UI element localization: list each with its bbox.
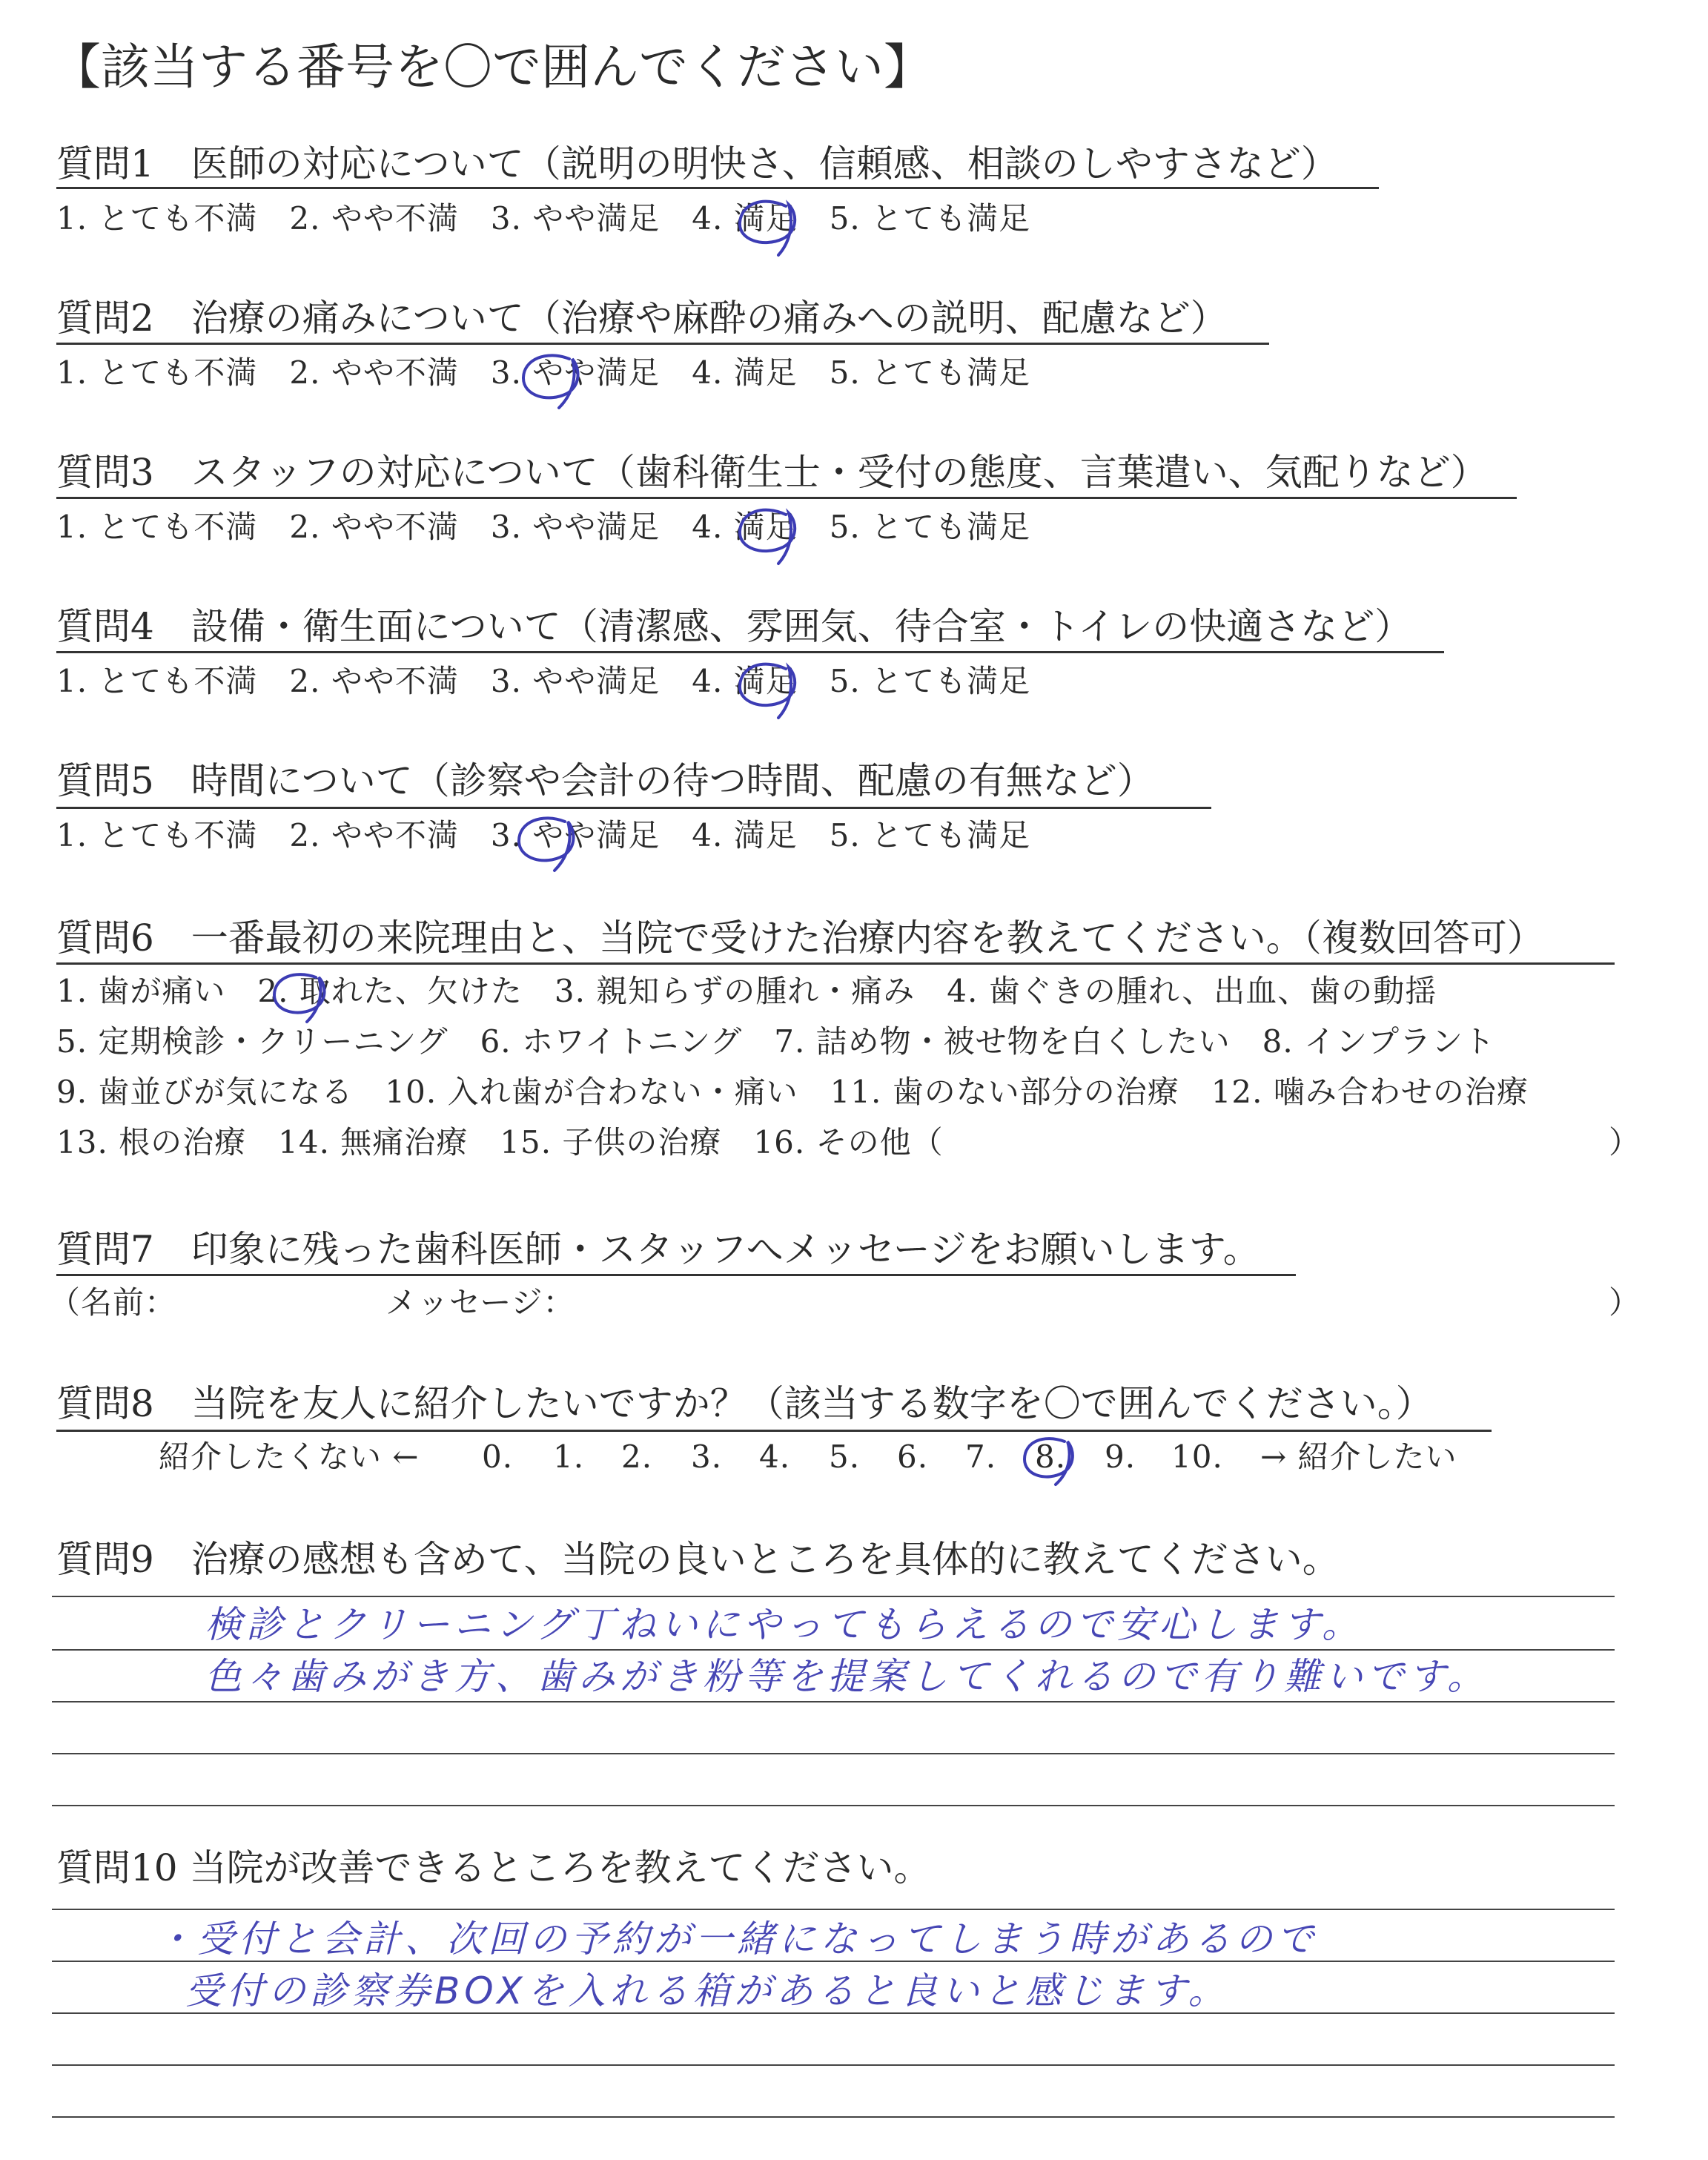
q8-scale-2: 2. [621,1439,653,1475]
q7-name-label: （名前： [49,1284,177,1321]
q2-options: 1. とても不満 2. やや不満 3. やや満足 4. 満足 5. とても満足 [56,354,1031,391]
q6-circle-mark [268,965,342,1028]
q1-heading: 質問1 医師の対応について（説明の明快さ、信頼感、相談のしやすさなど） [56,142,1338,185]
q9-answer-line-1: 検診とクリーニング丁ねいにやってもらえるので安心します。 [205,1603,1363,1646]
q10-answer-line-2: 受付の診察券BOXを入れる箱があると良いと感じます。 [185,1969,1230,2012]
q9-answer-rule-4 [52,1753,1615,1754]
q8-scale-4: 4. [759,1439,791,1475]
q9-answer-rule-3 [52,1701,1615,1702]
q10-answer-rule-1 [52,1909,1615,1910]
q9-answer-line-2: 色々歯みがき方、歯みがき粉等を提案してくれるので有り難いです。 [205,1655,1489,1698]
q3-options: 1. とても不満 2. やや不満 3. やや満足 4. 満足 5. とても満足 [56,509,1031,545]
q8-scale-9: 9. [1105,1439,1136,1475]
q6-underline [56,962,1615,965]
q6-row-1: 1. 歯が痛い 2. 取れた、欠けた 3. 親知らずの腫れ・痛み 4. 歯ぐきの腫れ、出血、歯の動揺 [56,973,1437,1009]
q2-underline [56,343,1269,345]
q4-heading: 質問4 設備・衛生面について（清潔感、雰囲気、待合室・トイレの快適さなど） [56,605,1412,648]
q5-options: 1. とても不満 2. やや不満 3. やや満足 4. 満足 5. とても満足 [56,817,1031,853]
q9-heading: 質問9 治療の感想も含めて、当院の良いところを具体的に教えてください。 [56,1538,1340,1581]
q5-underline [56,807,1211,809]
q8-circle-mark [1019,1431,1090,1490]
q9-answer-rule-2 [52,1649,1615,1651]
q8-heading: 質問8 当院を友人に紹介したいですか？（該当する数字を〇で囲んでください。） [56,1382,1433,1425]
q8-underline [56,1430,1492,1432]
q4-options: 1. とても不満 2. やや不満 3. やや満足 4. 満足 5. とても満足 [56,663,1031,699]
page-title: 【該当する番号を〇で囲んでください】 [52,39,933,96]
q8-scale-6: 6. [897,1439,929,1475]
q10-answer-rule-2 [52,1961,1615,1962]
q5-circle-mark [512,808,593,876]
q6-row-3: 9. 歯並びが気になる 10. 入れ歯が合わない・痛い 11. 歯のない部分の治療 12. 噛み合わせの治療 [56,1074,1529,1110]
q8-scale-8: 8. [1035,1439,1067,1475]
q1-options: 1. とても不満 2. やや不満 3. やや満足 4. 満足 5. とても満足 [56,200,1031,237]
q8-scale-10: 10. [1171,1439,1223,1475]
q3-circle-mark [734,500,815,568]
q3-heading: 質問3 スタッフの対応について（歯科衛生士・受付の態度、言葉遣い、気配りなど） [56,451,1488,494]
q9-answer-rule-5 [52,1805,1615,1806]
q8-scale-1: 1. [553,1439,585,1475]
q10-answer-rule-5 [52,2116,1615,2118]
q10-heading: 質問10 当院が改善できるところを教えてください。 [56,1846,931,1889]
q9-answer-rule-1 [52,1596,1615,1597]
q8-scale-5: 5. [829,1439,861,1475]
q8-scale-0: 0. [482,1439,514,1475]
q7-heading: 質問7 印象に残った歯科医師・スタッフへメッセージをお願いします。 [56,1228,1260,1271]
q1-underline [56,187,1379,189]
q3-underline [56,497,1517,499]
q4-circle-mark [734,654,815,722]
q5-heading: 質問5 時間について（診察や会計の待つ時間、配慮の有無など） [56,759,1154,802]
q10-answer-rule-3 [52,2012,1615,2014]
q4-underline [56,651,1444,653]
q10-answer-line-1: ・受付と会計、次回の予約が一緒になってしまう時があるので [156,1918,1318,1961]
q8-scale-7: 7. [965,1439,997,1475]
q8-scale-left-label: 紹介したくない ← [159,1439,420,1475]
q6-row-4: 13. 根の治療 14. 無痛治療 15. 子供の治療 16. その他（ [56,1124,944,1160]
q6-heading: 質問6 一番最初の来院理由と、当院で受けた治療内容を教えてください。（複数回答可） [56,916,1544,960]
q6-row-4-close: ） [1609,1124,1641,1160]
q10-answer-rule-4 [52,2064,1615,2066]
q7-message-label: メッセージ： [385,1284,575,1321]
q8-scale-3: 3. [691,1439,723,1475]
q8-scale-right-label: → 紹介したい [1260,1439,1457,1475]
q2-circle-mark [516,346,598,414]
q7-close: ） [1609,1284,1641,1321]
q2-heading: 質問2 治療の痛みについて（治療や麻酔の痛みへの説明、配慮など） [56,297,1228,340]
q7-underline [56,1274,1296,1276]
q1-circle-mark [734,191,815,260]
q6-row-2: 5. 定期検診・クリーニング 6. ホワイトニング 7. 詰め物・被せ物を白くしたい 8. インプラント [56,1023,1496,1060]
